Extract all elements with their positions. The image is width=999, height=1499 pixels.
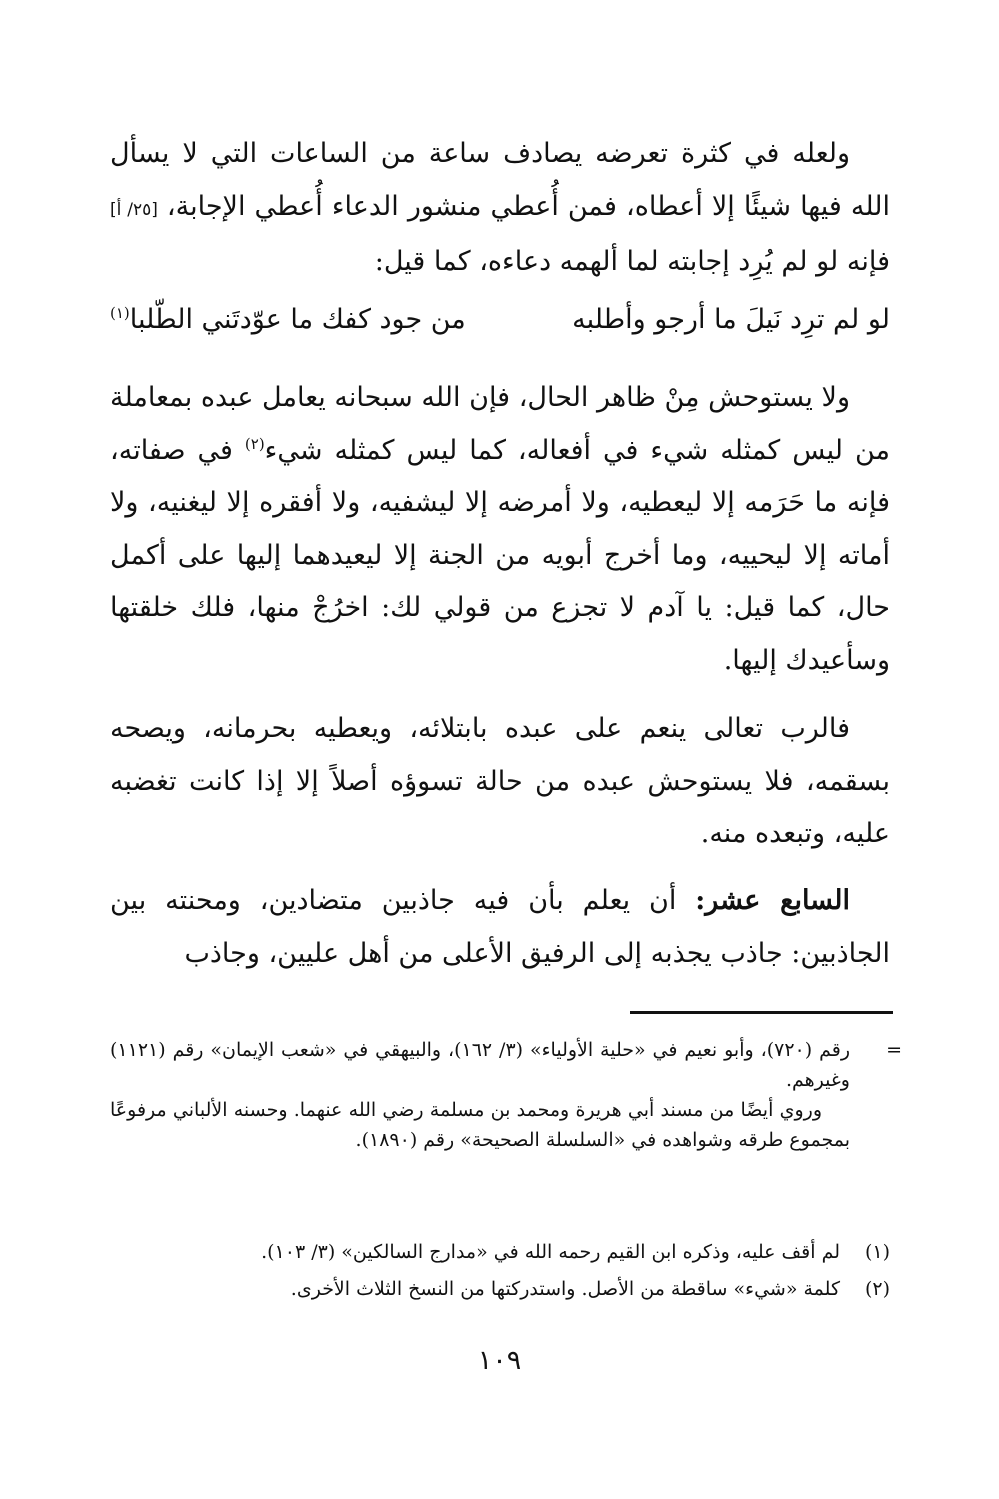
continuation-text-2: وروي أيضًا من مسند أبي هريرة ومحمد بن مسلمة رضي الله عنهما. وحسنه الألباني مرفوعًا بمجموع طرقه وشواهده في «السلسلة الصحيحة» رقم (١٨٩٠). (110, 1099, 850, 1151)
paragraph-4-text: أن يعلم بأن فيه جاذبين متضادين، ومحنته بين الجاذبين: جاذب يجذبه إلى الرفيق الأعلى من أهل عليين، وجاذب (110, 885, 890, 969)
paragraph-1-end: فإنه لو لم يُرِد إجابته لما ألهمه دعاءه، كما قيل: (374, 246, 890, 277)
paragraph-3 (110, 703, 890, 861)
section-heading-seventeenth: السابع عشر: (695, 885, 850, 916)
paragraph-4 (110, 875, 890, 980)
footnote-1 (110, 1237, 890, 1267)
footnote-1-text: لم أقف عليه، وذكره ابن القيم رحمه الله في «مدارج السالكين» (٣/ ١٠٣). (261, 1241, 840, 1263)
footnote-2-text: كلمة «شيء» ساقطة من الأصل. واستدركتها من النسخ الثلاث الأخرى. (290, 1278, 840, 1300)
paragraph-2 (110, 372, 890, 687)
verse-second-hemistich: من جود كفك ما عوّدتَني الطّلبا (129, 304, 466, 335)
footnote-ref-2: (٢) (244, 434, 265, 453)
footnote-continuation (110, 1035, 902, 1155)
footnote-2-number: (٢) (864, 1278, 890, 1300)
poetry-verse (110, 296, 890, 352)
footnote-2 (110, 1274, 890, 1304)
paragraph-1-text: ولعله في كثرة تعرضه يصادف ساعة من الساعات التي لا يسأل الله فيها شيئًا إلا أعطاه، فمن أُعطي منشور الدعاء أُعطي الإجابة، (110, 138, 890, 222)
paragraph-2-text-a: ولا يستوحش مِنْ ظاهر الحال، فإن الله سبحانه يعامل عبده بمعاملة من ليس كمثله شيء في أفعاله، كما ليس كمثله شيء (110, 382, 890, 466)
verse-first-hemistich: لو لم ترِد نَيلَ ما أرجو وأطلبه (572, 304, 890, 335)
footnote-divider (630, 1011, 893, 1014)
page-number: ١٠٩ (477, 1345, 522, 1376)
manuscript-folio-ref: [٢٥/ أ] (110, 199, 158, 220)
continuation-text-1: رقم (٧٢٠)، وأبو نعيم في «حلية الأولياء» (٣/ ١٦٢)، والبيهقي في «شعب الإيمان» رقم (١١٢١) وغيرهم. (110, 1039, 850, 1091)
paragraph-1 (110, 128, 890, 289)
paragraph-3-text: فالرب تعالى ينعم على عبده بابتلائه، ويعطيه بحرمانه، ويصحه بسقمه، فلا يستوحش عبده من حالة تسوؤه أصلاً إلا إذا كانت تغضبه عليه، وتبعده منه. (110, 713, 890, 849)
footnote-ref-1: (١) (110, 304, 130, 322)
footnote-1-number: (١) (864, 1241, 890, 1263)
paragraph-2-text-b: في صفاته، فإنه ما حَرَمه إلا ليعطيه، ولا أمرضه إلا ليشفيه، ولا أفقره إلا ليغنيه، ولا أماته إلا ليحييه، وما أخرج أبويه من الجنة إلا ليعيدهما إليها على أكمل حال، كما قيل: يا آدم لا تجزع من قولي لك: اخرُجْ منها، فلك خلقتها وسأعيدك إليها. (110, 434, 890, 676)
continuation-mark: = (886, 1039, 902, 1061)
